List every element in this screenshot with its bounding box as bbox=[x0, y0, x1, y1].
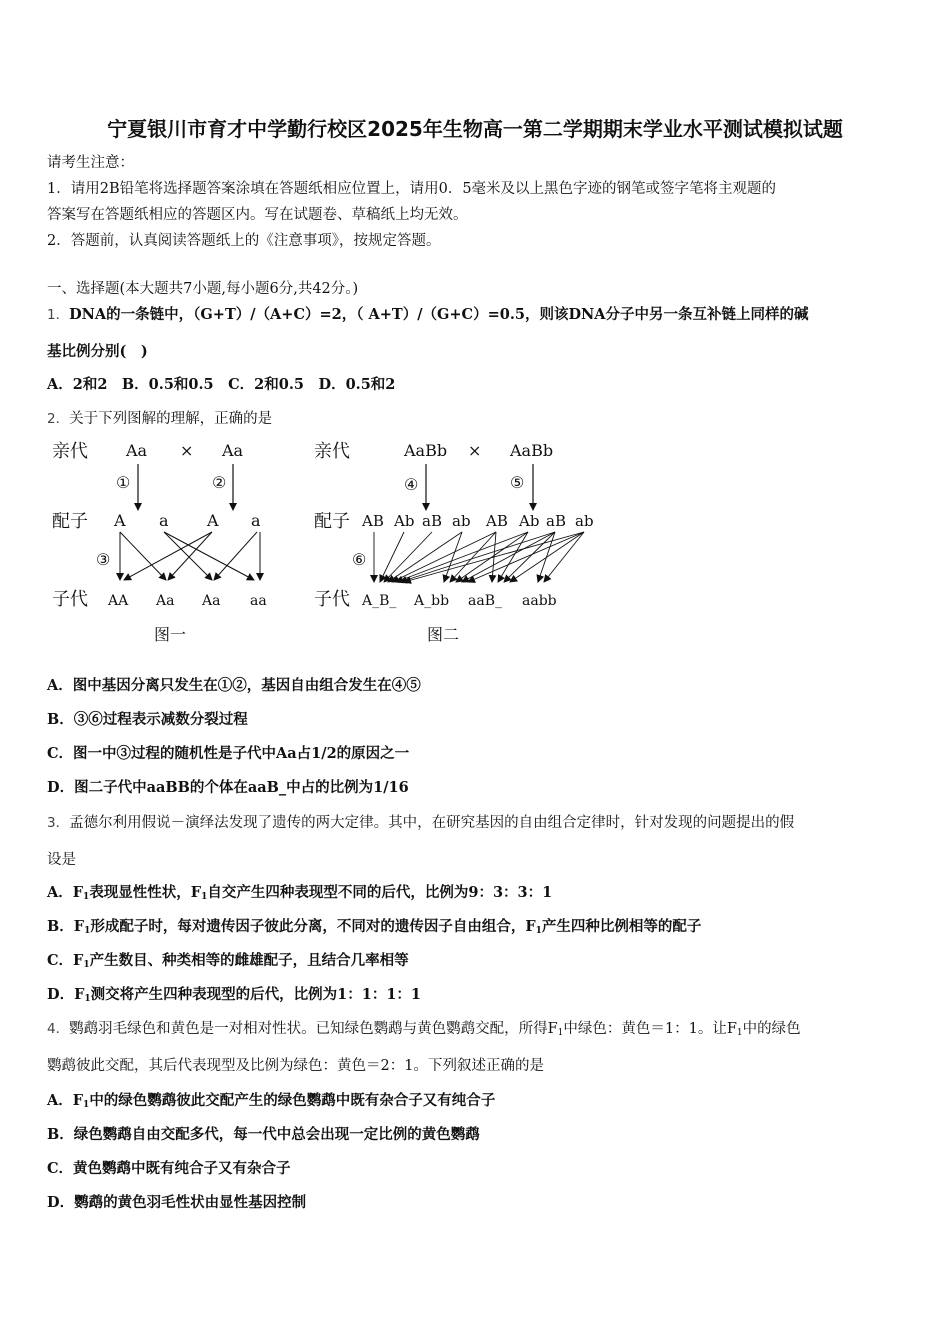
fig2-cross-arrows bbox=[374, 532, 584, 582]
fig2-parent-1: AaBb bbox=[404, 441, 448, 460]
fig1-offspring-4: aa bbox=[250, 593, 267, 609]
fig1-step-2: ② bbox=[212, 473, 227, 492]
fig2-label-parent: 亲代 bbox=[314, 441, 350, 462]
fig1-label-parent: 亲代 bbox=[52, 441, 88, 462]
fig1-step-1: ① bbox=[116, 473, 131, 492]
question-2-stem bbox=[47, 407, 272, 428]
fig1-gamete-2: a bbox=[159, 511, 169, 530]
fig2-gamete-3: aB bbox=[422, 512, 442, 530]
fig2-cross: × bbox=[468, 441, 482, 460]
question-3-stem bbox=[47, 811, 794, 832]
question-2-option-c: C．图一中③过程的随机性是子代中Aa占1/2的原因之一 bbox=[47, 745, 410, 762]
fig1-gamete-4: a bbox=[251, 511, 261, 530]
fig1-cross-arrows bbox=[120, 532, 260, 580]
question-2-text: 关于下列图解的理解，正确的是 bbox=[69, 411, 273, 427]
section-heading: 一、选择题(本大题共7小题,每小题6分,共42分。) bbox=[47, 281, 359, 297]
fig2-gamete-1: AB bbox=[362, 512, 384, 530]
fig2-step-5: ⑤ bbox=[510, 473, 525, 492]
question-2-number: 2． bbox=[47, 411, 70, 427]
fig1-gamete-3: A bbox=[207, 511, 219, 530]
notice-line-3: 2．答题前，认真阅读答题纸上的《注意事项》，按规定答题。 bbox=[47, 233, 441, 249]
fig1-offspring-3: Aa bbox=[202, 593, 221, 609]
question-4-option-c: C．黄色鹦鹉中既有纯合子又有杂合子 bbox=[47, 1160, 291, 1177]
fig1-parent-2: Aa bbox=[222, 441, 244, 460]
page-title: 宁夏银川市育才中学勤行校区2025年生物高一第二学期期末学业水平测试模拟试题 bbox=[107, 117, 843, 141]
genetics-diagram bbox=[52, 432, 612, 652]
figure-1 bbox=[52, 441, 267, 644]
fig1-label-gamete: 配子 bbox=[52, 511, 88, 532]
fig1-parent-1: Aa bbox=[126, 441, 148, 460]
question-2-option-d: D．图二子代中aaBB的个体在aaB_中占的比例为1/16 bbox=[47, 779, 409, 796]
fig2-label-gamete: 配子 bbox=[314, 511, 350, 532]
fig2-offspring-1: A_B_ bbox=[362, 593, 397, 609]
fig1-caption: 图一 bbox=[154, 625, 187, 644]
notice-line-1: 1．请用2B铅笔将选择题答案涂填在答题纸相应位置上，请用0．5毫米及以上黑色字迹的钢笔或签字笔将主观题的 bbox=[47, 181, 777, 197]
question-1-stem bbox=[47, 303, 809, 324]
question-4-stem: 4．鹦鹉羽毛绿色和黄色是一对相对性状。已知绿色鹦鹉与黄色鹦鹉交配，所得$F_1$中绿色：黄色＝1：1。让$F_1$中的绿色 bbox=[47, 1021, 801, 1038]
fig2-label-offspring: 子代 bbox=[314, 589, 350, 610]
fig2-step-6: ⑥ bbox=[352, 550, 367, 569]
fig1-gamete-1: A bbox=[114, 511, 126, 530]
question-2-option-a: A．图中基因分离只发生在①②，基因自由组合发生在④⑤ bbox=[47, 677, 421, 694]
question-1-text-2: 基比例分别( ) bbox=[47, 343, 148, 360]
fig2-offspring-3: aaB_ bbox=[468, 593, 502, 609]
question-1-options: A．2和2 B．0.5和0.5 C．2和0.5 D．0.5和2 bbox=[47, 376, 396, 393]
fig2-offspring-4: aabb bbox=[522, 593, 557, 609]
question-4-option-d: D．鹦鹉的黄色羽毛性状由显性基因控制 bbox=[47, 1194, 307, 1211]
fig2-gamete-2: Ab bbox=[394, 512, 415, 530]
question-4-option-a: A．$F_1$中的绿色鹦鹉彼此交配产生的绿色鹦鹉中既有杂合子又有纯合子 bbox=[47, 1092, 496, 1110]
fig1-step-3: ③ bbox=[96, 550, 111, 569]
question-4-option-b: B．绿色鹦鹉自由交配多代，每一代中总会出现一定比例的黄色鹦鹉 bbox=[47, 1126, 480, 1143]
fig1-offspring-2: Aa bbox=[156, 593, 175, 609]
question-4-text-2: 鹦鹉彼此交配，其后代表现型及比例为绿色：黄色＝2：1。下列叙述正确的是 bbox=[47, 1058, 544, 1074]
fig1-cross: × bbox=[180, 441, 194, 460]
notice-heading: 请考生注意： bbox=[47, 155, 134, 171]
question-1-text-1: DNA的一条链中，（G+T）/（A+C）=2，（ A+T）/（G+C）=0.5，则该DNA分子中另一条互补链上同样的碱 bbox=[69, 306, 809, 323]
fig2-gamete-8: ab bbox=[575, 512, 594, 530]
notice-line-2: 答案写在答题纸相应的答题区内。写在试题卷、草稿纸上均无效。 bbox=[47, 207, 468, 223]
question-2-option-b: B．③⑥过程表示减数分裂过程 bbox=[47, 711, 248, 728]
fig2-gamete-6: Ab bbox=[519, 512, 540, 530]
fig2-gamete-4: ab bbox=[452, 512, 471, 530]
question-4-number: 4． bbox=[47, 1021, 70, 1037]
question-3-text-1: 孟德尔利用假说－演绎法发现了遗传的两大定律。其中，在研究基因的自由组合定律时，针对发现的问题提出的假 bbox=[69, 815, 795, 831]
fig2-gamete-5: AB bbox=[486, 512, 508, 530]
question-3-text-2: 设是 bbox=[47, 852, 76, 868]
question-3-option-b: B．$F_1$形成配子时，每对遗传因子彼此分离，不同对的遗传因子自由组合，$F_1$产生四种比例相等的配子 bbox=[47, 918, 702, 936]
fig2-parent-2: AaBb bbox=[510, 441, 554, 460]
question-3-option-d: D．$F_1$测交将产生四种表现型的后代，比例为1：1：1：1 bbox=[47, 986, 421, 1004]
fig2-gamete-7: aB bbox=[546, 512, 566, 530]
fig1-offspring-1: AA bbox=[108, 593, 129, 609]
question-1-number: 1． bbox=[47, 307, 70, 323]
fig2-step-4: ④ bbox=[404, 475, 419, 494]
fig2-offspring-2: A_bb bbox=[414, 593, 450, 609]
fig2-caption: 图二 bbox=[427, 625, 460, 644]
question-3-option-a: A．$F_1$表现显性性状，$F_1$自交产生四种表现型不同的后代，比例为9：3：3：1 bbox=[47, 884, 553, 902]
question-3-option-c: C．$F_1$产生数目、种类相等的雌雄配子，且结合几率相等 bbox=[47, 952, 409, 970]
fig1-label-offspring: 子代 bbox=[52, 589, 88, 610]
question-3-number: 3． bbox=[47, 815, 70, 831]
figure-2 bbox=[314, 441, 594, 644]
